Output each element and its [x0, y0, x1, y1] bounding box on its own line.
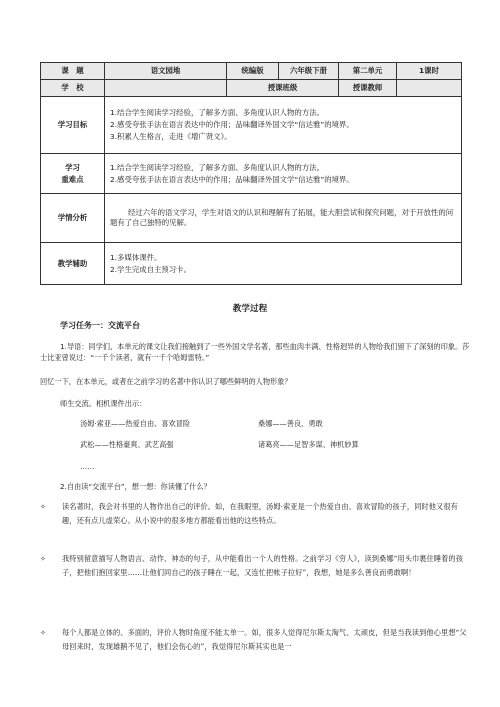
aids-label: 教学辅助 [41, 243, 105, 285]
topic-value: 语文园地 [105, 63, 227, 80]
edition-value: 统编版 [227, 63, 279, 80]
paragraph-intro: 1.导语：同学们，本单元的课文让我们接触到了一些外国文学名著，那些血肉丰满、性格迥异的人物给我们留下了深刻的印象。莎士比亚曾说过：“一千个读者，就有一千个哈姆雷特。” [40, 342, 470, 362]
character-pair: 桑娜——善良、勇敢 [258, 419, 323, 428]
school-label: 学 校 [41, 80, 105, 97]
topic-label: 课 题 [41, 63, 105, 80]
ellipsis: …… [80, 462, 95, 471]
goals-content [105, 97, 462, 154]
analysis-content: 经过六年的语文学习，学生对语文的认识和理解有了拓展，能大胆尝试和探究问题，对于开放性的问题有了自己独特的见解。 [105, 194, 462, 243]
character-pair: 诸葛亮——足智多谋、神机妙算 [258, 440, 359, 449]
aid-item: 2.学生完成自主预习卡。 [110, 264, 191, 274]
lesson-info-table [40, 62, 462, 285]
row-goals [41, 97, 462, 154]
goal-item: 1.结合学生阅读学习经验，了解多方面、多角度认识人物的方法。 [110, 108, 324, 118]
goals-label: 学习目标 [41, 97, 105, 154]
keypoint-item: 1.结合学生阅读学习经验，了解多方面、多角度认识人物的方法。 [110, 162, 324, 172]
paragraph-exchange: 师生交流。相机课件出示： [60, 399, 147, 408]
hours-value: 1课时 [397, 63, 462, 80]
character-pair: 武松——性格豪爽、武艺高强 [80, 440, 174, 449]
task-title: 学习任务一：交流平台 [60, 321, 140, 330]
keypoints-content [105, 154, 462, 194]
class-label: 授课班级 [227, 80, 339, 97]
diamond-icon: ✧ [40, 554, 47, 563]
keypoints-label: 学习 重难点 [41, 154, 105, 194]
bullet-item: ✧ 我特别留意描写人物语言、动作、神态的句子，从中能看出一个人的性格。之前学习《穷人》，读到桑娜“用头巾裹住睡着的孩子，把他们抱回家里……让他们同自己的孩子睡在一起，又连忙把帐子拉好”，我想，她是多么善良而勇敢啊！ [40, 554, 463, 578]
unit-value: 第二单元 [339, 63, 397, 80]
diamond-icon: ✧ [40, 502, 47, 511]
bullet-item: ✧ 每个人都是立体的、多面的，评价人物时角度不能太单一。如，很多人觉得尼尔斯太淘气、太顽皮，但是当我读到他心里想“父母回来时，发现雄鹅不见了，他们会伤心的”，我觉得尼尔斯其实也是一 [40, 628, 467, 652]
goal-item: 2.感受夸张手法在语言表达中的作用；品味翻译外国文学“信达雅”的境界。 [110, 120, 354, 129]
row-analysis [41, 194, 462, 243]
teacher-value [397, 80, 462, 97]
bullet-item: ✧ 读名著时，我会对书里的人物作出自己的评价。如，在我眼里，汤姆·索亚是一个热爱自由、喜欢冒险的孩子，同时他又很有趣，还有点儿虚荣心。从小说中的很多地方都能看出他的这些特点。 [40, 502, 458, 526]
goal-item: 3.积累人生格言，走进《增广贤文》。 [110, 131, 232, 141]
row-school [41, 80, 462, 97]
grade-value: 六年级下册 [279, 63, 339, 80]
character-pair: 汤姆·索亚——热爱自由、喜欢冒险 [80, 419, 191, 428]
aids-content [105, 243, 462, 285]
row-topic [41, 63, 462, 80]
diamond-icon: ✧ [40, 628, 47, 637]
row-keypoints [41, 154, 462, 194]
process-title: 教学过程 [232, 304, 268, 314]
paragraph-recall: 回忆一下，在本单元，或者在之前学习的名著中你认识了哪些鲜明的人物形象？ [40, 377, 292, 386]
aid-item: 1.多媒体课件。 [110, 252, 162, 262]
row-aids [41, 243, 462, 285]
analysis-label: 学情分析 [41, 194, 105, 243]
teacher-label: 授课教师 [339, 80, 397, 97]
keypoint-item: 2.感受夸张手法在语言表达中的作用；品味翻译外国文学“信达雅”的境界。 [110, 174, 354, 184]
school-value [105, 80, 227, 97]
paragraph-read: 2.自由读“交流平台”，想一想：你读懂了什么？ [60, 482, 211, 491]
